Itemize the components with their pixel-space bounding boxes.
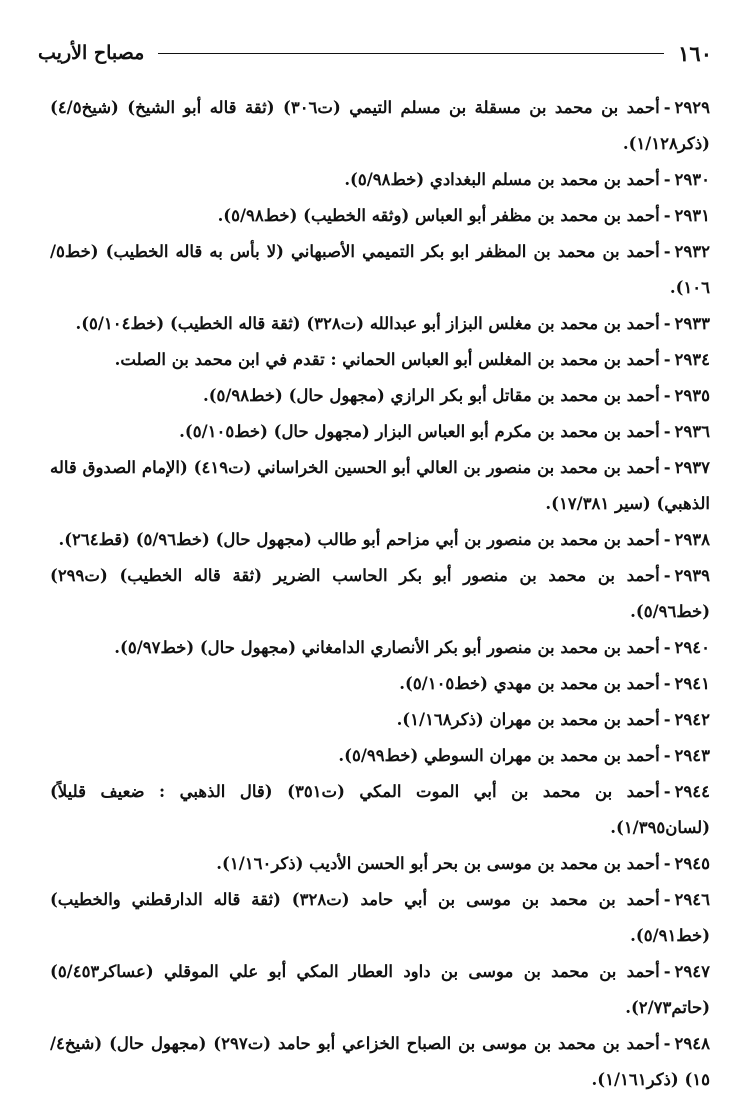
entry-number: ٢٩٤٥ <box>674 854 710 873</box>
book-title: مصباح الأريب <box>38 42 145 64</box>
entry-number: ٢٩٣٩ <box>674 566 710 585</box>
entry-number: ٢٩٣٨ <box>674 530 710 549</box>
entry-list <box>50 90 710 1098</box>
page-number: ١٦٠ <box>678 40 712 66</box>
entry-number: ٢٩٣٢ <box>674 242 710 261</box>
narrator-entry: ٢٩٣٨-أحمد بن محمد بن منصور بن أبي مزاحم أبو طالب (مجهول حال) (خط٥/٩٦) (قط٢٦٤). <box>58 530 710 549</box>
entry-text: أحمد بن محمد بن منصور أبو بكر الأنصاري الدامغاني (مجهول حال) (خط٥/٩٧). <box>114 638 660 657</box>
entry-number: ٢٩٣١ <box>674 206 710 225</box>
narrator-entry: ٢٩٣٤-أحمد بن محمد بن المغلس أبو العباس الحماني : تقدم في ابن محمد بن الصلت. <box>114 350 710 369</box>
narrator-entry: ٢٩٤٣-أحمد بن محمد بن مهران السوطي (خط٥/٩٩). <box>338 746 710 765</box>
narrator-entry: ٢٩٤٧-أحمد بن محمد بن موسى بن داود العطار المكي أبو علي الموقلي (عساكر٥/٤٥٣) (حاتم٢/٧٣). <box>50 962 710 1017</box>
entry-text: أحمد بن محمد بن مهران السوطي (خط٥/٩٩). <box>338 746 660 765</box>
narrator-entry: ٢٩٣٩-أحمد بن محمد بن منصور أبو بكر الحاسب الضرير (ثقة قاله الخطيب) (ت٢٩٩) (خط٥/٩٦). <box>50 566 710 621</box>
entry-text: أحمد بن محمد بن مكرم أبو العباس البزار (مجهول حال) (خط٥/١٠٥). <box>179 422 660 441</box>
narrator-entry: ٢٩٤٤-أحمد بن محمد بن أبي الموت المكي (ت٣٥١) (قال الذهبي : ضعيف قليلاً) (لسان١/٣٩٥). <box>50 782 711 837</box>
entry-number: ٢٩٤٧ <box>674 962 710 981</box>
entry-text: أحمد بن محمد بن موسى بن أبي حامد (ت٣٢٨) (ثقة قاله الدارقطني والخطيب) (خط٥/٩١). <box>50 890 710 945</box>
entry-text: أحمد بن محمد بن المغلس أبو العباس الحماني : تقدم في ابن محمد بن الصلت. <box>114 350 660 369</box>
entry-text: أحمد بن محمد بن منصور بن العالي أبو الحسين الخراساني (ت٤١٩) (الإمام الصدوق قاله الذهبي) (سير ١٧/٣٨١). <box>50 458 710 513</box>
entry-text: أحمد بن محمد بن موسى بن داود العطار المكي أبو علي الموقلي (عساكر٥/٤٥٣) (حاتم٢/٧٣). <box>50 962 710 1017</box>
narrator-entry: ٢٩٣٧-أحمد بن محمد بن منصور بن العالي أبو الحسين الخراساني (ت٤١٩) (الإمام الصدوق قاله الذهبي) (سير ١٧/٣٨١). <box>50 458 711 513</box>
narrator-entry: ٢٩٤٥-أحمد بن محمد بن موسى بن بحر أبو الحسن الأديب (ذكر١/١٦٠). <box>216 854 710 873</box>
entry-number: ٢٩٤٢ <box>674 710 710 729</box>
narrator-entry: ٢٩٤٦-أحمد بن محمد بن موسى بن أبي حامد (ت٣٢٨) (ثقة قاله الدارقطني والخطيب) (خط٥/٩١). <box>50 890 710 945</box>
narrator-entry: ٢٩٤٢-أحمد بن محمد بن مهران (ذكر١/١٦٨). <box>396 710 710 729</box>
header-rule <box>158 53 664 54</box>
entry-number: ٢٩٤٤ <box>674 782 711 801</box>
entry-number: ٢٩٤٦ <box>674 890 710 909</box>
entry-text: أحمد بن محمد بن مغلس البزاز أبو عبدالله (ت٣٢٨) (ثقة قاله الخطيب) (خط٥/١٠٤). <box>75 314 660 333</box>
entry-text: أحمد بن محمد بن مهران (ذكر١/١٦٨). <box>396 710 660 729</box>
narrator-entry: ٢٩٣١-أحمد بن محمد بن مظفر أبو العباس (وثقه الخطيب) (خط٥/٩٨). <box>217 206 710 225</box>
entry-number: ٢٩٤٠ <box>674 638 710 657</box>
entry-number: ٢٩٢٩ <box>674 98 710 117</box>
entry-text: أحمد بن محمد بن منصور أبو بكر الحاسب الضرير (ثقة قاله الخطيب) (ت٢٩٩) (خط٥/٩٦). <box>50 566 710 621</box>
entry-number: ٢٩٤٣ <box>674 746 710 765</box>
narrator-entry: ٢٩٣٦-أحمد بن محمد بن مكرم أبو العباس البزار (مجهول حال) (خط٥/١٠٥). <box>179 422 710 441</box>
entry-number: ٢٩٣٦ <box>674 422 710 441</box>
entry-text: أحمد بن محمد بن مسقلة بن مسلم التيمي (ت٣٠٦) (ثقة قاله أبو الشيخ) (شيخ٤/٥) (ذكر١/١٢٨). <box>50 98 710 153</box>
entry-number: ٢٩٣٣ <box>674 314 710 333</box>
entry-number: ٢٩٣٥ <box>674 386 710 405</box>
narrator-entry: ٢٩٤١-أحمد بن محمد بن مهدي (خط٥/١٠٥). <box>399 674 710 693</box>
entry-text: أحمد بن محمد بن المظفر ابو بكر التميمي الأصبهاني (لا بأس به قاله الخطيب) (خط٥/ ١٠٦). <box>50 242 710 297</box>
narrator-entry: ٢٩٣٣-أحمد بن محمد بن مغلس البزاز أبو عبدالله (ت٣٢٨) (ثقة قاله الخطيب) (خط٥/١٠٤). <box>75 314 710 333</box>
entry-text: أحمد بن محمد بن مظفر أبو العباس (وثقه الخطيب) (خط٥/٩٨). <box>217 206 660 225</box>
entry-text: أحمد بن محمد بن موسى بن بحر أبو الحسن الأديب (ذكر١/١٦٠). <box>216 854 660 873</box>
narrator-entry: ٢٩٢٩-أحمد بن محمد بن مسقلة بن مسلم التيمي (ت٣٠٦) (ثقة قاله أبو الشيخ) (شيخ٤/٥) (ذكر١/١٢٨). <box>50 98 710 153</box>
entry-text: أحمد بن محمد بن منصور بن أبي مزاحم أبو طالب (مجهول حال) (خط٥/٩٦) (قط٢٦٤). <box>58 530 660 549</box>
entry-text: أحمد بن محمد بن مسلم البغدادي (خط٥/٩٨). <box>344 170 660 189</box>
entry-text: أحمد بن محمد بن أبي الموت المكي (ت٣٥١) (قال الذهبي : ضعيف قليلاً) (لسان١/٣٩٥). <box>50 782 710 837</box>
narrator-entry: ٢٩٣٥-أحمد بن محمد بن مقاتل أبو بكر الرازي (مجهول حال) (خط٥/٩٨). <box>202 386 710 405</box>
narrator-entry: ٢٩٤٠-أحمد بن محمد بن منصور أبو بكر الأنصاري الدامغاني (مجهول حال) (خط٥/٩٧). <box>114 638 710 657</box>
entry-number: ٢٩٣٧ <box>674 458 711 477</box>
narrator-entry: ٢٩٣٢-أحمد بن محمد بن المظفر ابو بكر التميمي الأصبهاني (لا بأس به قاله الخطيب) (خط٥/ ١٠٦). <box>50 242 710 297</box>
entry-number: ٢٩٤٨ <box>674 1034 710 1053</box>
entry-text: أحمد بن محمد بن مهدي (خط٥/١٠٥). <box>399 674 660 693</box>
entry-number: ٢٩٣٤ <box>674 350 710 369</box>
entry-text: أحمد بن محمد بن موسى بن الصباح الخزاعي أبو حامد (ت٢٩٧) (مجهول حال) (شيخ٤/ ١٥) (ذكر١/١٦١). <box>50 1034 710 1089</box>
narrator-entry: ٢٩٤٨-أحمد بن محمد بن موسى بن الصباح الخزاعي أبو حامد (ت٢٩٧) (مجهول حال) (شيخ٤/ ١٥) (ذكر١/١٦١). <box>50 1034 710 1089</box>
entry-number: ٢٩٣٠ <box>674 170 710 189</box>
entry-text: أحمد بن محمد بن مقاتل أبو بكر الرازي (مجهول حال) (خط٥/٩٨). <box>202 386 660 405</box>
narrator-entry: ٢٩٣٠-أحمد بن محمد بن مسلم البغدادي (خط٥/٩٨). <box>344 170 710 189</box>
page-header <box>38 36 712 70</box>
entry-number: ٢٩٤١ <box>674 674 710 693</box>
